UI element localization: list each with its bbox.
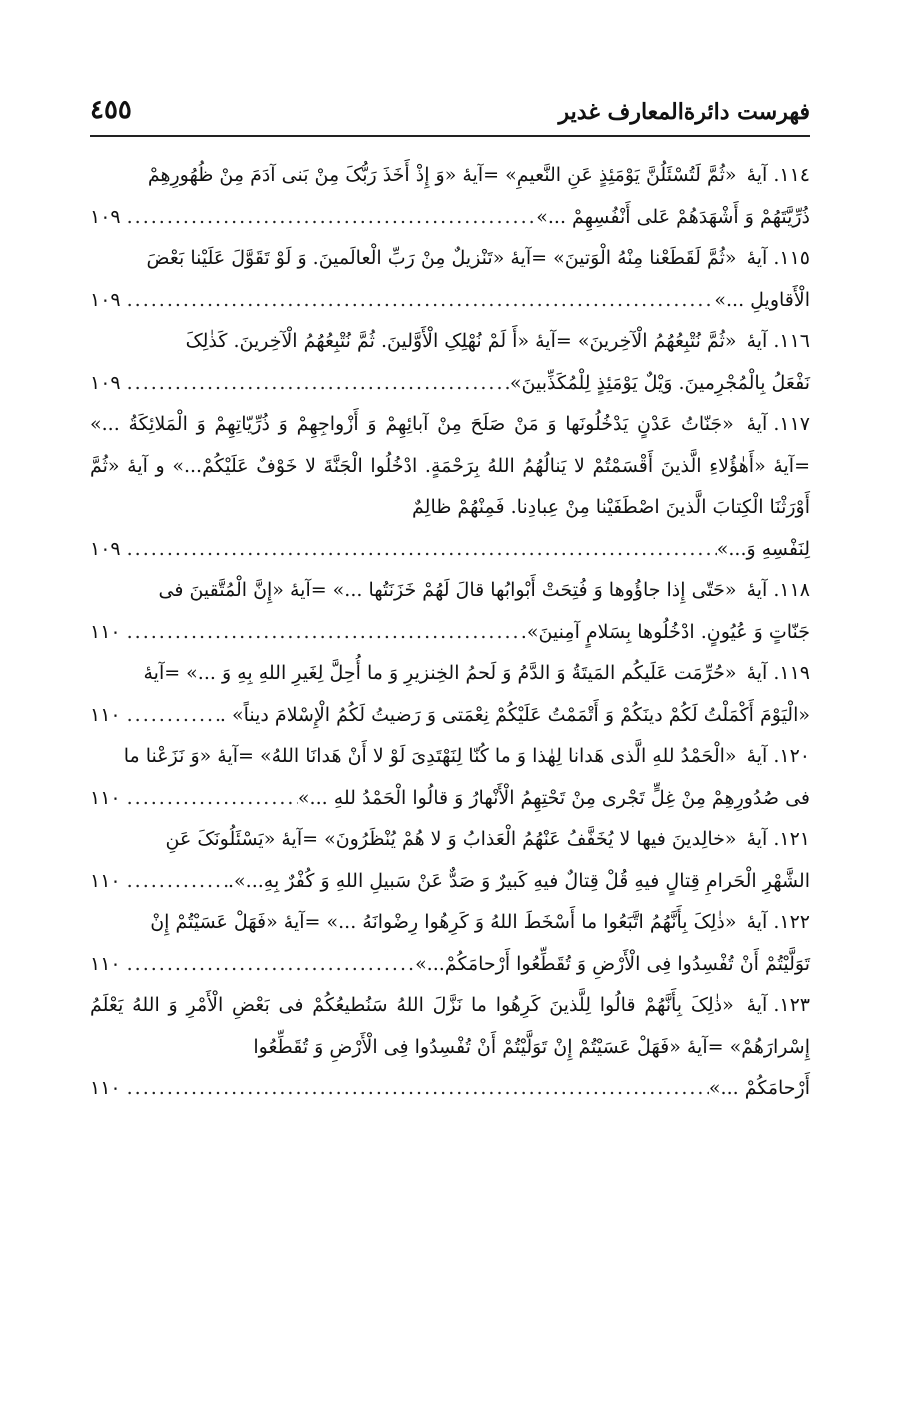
document-page [90,95,810,1110]
entry-lead: آیهٔ [746,994,768,1016]
entry-page-ref: ١١٠ [90,1077,121,1099]
entry-page-ref: ١٠٩ [90,537,121,560]
leader-dots [121,280,715,322]
entry-number: ١١٨. [773,579,810,601]
entry-tail: فی صُدُورِهِمْ مِنْ غِلٍّ تَجْری مِنْ تَحْتِهِمُ الْأَنْهارُ وَ قالُوا الْحَمْدُ للهِ ...» [297,786,810,809]
entry-tail: ذُرِّیَّتَهُمْ وَ أَشْهَدَهُمْ عَلی أَنْفُسِهِمْ ...» [536,205,810,228]
entry-body: «ذٰلِکَ بِأَنَّهُمْ قالُوا لِلَّذینَ کَرِهُوا ما نَزَّلَ اللهُ سَنُطیعُکُمْ فی بَعْضِ الْأَمْرِ وَ اللهُ یَعْلَمُ إِسْرارَهُمْ» =آیهٔ «فَهَلْ عَسَیْتُمْ إِنْ تَوَلَّیْتُمْ أَنْ تُفْسِدُوا فِی الْأَرْضِ وَ تُقَطِّعُوا [90,994,810,1058]
entry-lead: آیهٔ [746,579,768,601]
entry-body: «خالِدینَ فیها لا یُخَفَّفُ عَنْهُمُ الْعَذابُ وَ لا هُمْ یُنْظَرُونَ» =آیهٔ «یَسْئَلُونَکَ عَنِ [165,828,737,850]
entry-lead: آیهٔ [746,745,768,767]
entry-body: «ثُمَّ لَتُسْئَلُنَّ یَوْمَئِذٍ عَنِ النَّعیمِ» =آیهٔ «وَ إِذْ أَخَذَ رَبُّکَ مِنْ بَنی آدَمَ مِنْ ظُهُورِهِمْ [147,164,737,186]
index-entry-121 [90,819,810,902]
entry-page-ref: ١١٠ [90,952,121,975]
entry-number: ١١٤. [773,164,810,186]
entry-tail: أَرْحامَکُمْ ...» [708,1077,810,1099]
entry-body: «حُرِّمَت عَلَیکُم المَیتَةُ وَ الدَّمُ وَ لَحمُ الخِنزیرِ وَ ما أُحِلَّ لِغَیرِ اللهِ بِهِ وَ ...» =آیهٔ [143,662,737,684]
entry-page-ref: ١٠٩ [90,288,121,311]
index-entry-117 [90,404,810,570]
entry-number: ١١٩. [773,662,810,684]
index-entries [90,155,810,1110]
entry-lead: آیهٔ [746,662,768,684]
entry-tail: لِنَفْسِهِ وَ...» [716,537,810,560]
entry-lead: آیهٔ [746,247,768,269]
leader-dots [121,197,537,239]
leader-dots [121,778,298,820]
entry-page-ref: ١١٠ [90,703,121,726]
entry-number: ١٢٣. [773,994,810,1016]
entry-body: «جَنّاتُ عَدْنٍ یَدْخُلُونَها وَ مَنْ صَلَحَ مِنْ آبائِهِمْ وَ أَزْواجِهِمْ وَ ذُرِّیّاتِهِمْ وَ الْمَلائِکَةُ ...» =آیهٔ «أَهٰؤُلاءِ الَّذینَ أَقْسَمْتُمْ لا یَنالُهُمُ اللهُ بِرَحْمَةٍ. ادْخُلُوا الْجَنَّةَ لا خَوْفٌ عَلَیْکُمْ...» و آیهٔ «ثُمَّ أَوْرَثْنَا الْکِتابَ الَّذینَ اصْطَفَیْنا مِنْ عِبادِنا. فَمِنْهُمْ ظالِمٌ [90,413,810,518]
entry-body: «ثُمَّ نُتْبِعُهُمُ الْآخِرینَ» =آیهٔ «أَ لَمْ نُهْلِکِ الْأَوَّلینَ. ثُمَّ نُتْبِعُهُمُ الْآخِرینَ. کَذٰلِکَ [185,330,737,352]
leader-dots [121,695,220,737]
index-entry-120 [90,736,810,819]
entry-tail: نَفْعَلُ بِالْمُجْرِمینَ. وَیْلٌ یَوْمَئِذٍ لِلْمُکَذِّبینَ» [509,371,810,394]
entry-page-ref: ١١٠ [90,620,121,643]
entry-number: ١٢٢. [773,911,810,933]
entry-tail: تَوَلَّیْتُمْ أَنْ تُفْسِدُوا فِی الْأَرْضِ وَ تُقَطِّعُوا أَرْحامَکُمْ...» [415,952,810,975]
entry-lead: آیهٔ [746,911,768,933]
index-entry-122 [90,902,810,985]
entry-lead: آیهٔ [746,828,768,850]
header-title: فهرست دائرةالمعارف غدیر [558,99,810,125]
entry-number: ١٢٠. [773,745,810,767]
leader-dots [121,363,510,405]
index-entry-123 [90,985,810,1110]
leader-dots [121,612,521,654]
entry-lead: آیهٔ [746,413,768,435]
entry-number: ١٢١. [773,828,810,850]
leader-dots [121,1068,709,1110]
leader-dots [121,529,717,571]
index-entry-116 [90,321,810,404]
index-entry-118 [90,570,810,653]
leader-dots [121,861,228,903]
entry-tail: الْأَقاویلِ ...» [714,288,810,311]
entry-lead: آیهٔ [746,330,768,352]
index-entry-119 [90,653,810,736]
entry-tail: «الْیَوْمَ أَکْمَلْتُ لَکُمْ دینَکُمْ وَ أَتْمَمْتُ عَلَیْکُمْ نِعْمَتی وَ رَضیتُ لَکُمُ الْإِسْلامَ دیناً» . [219,703,810,726]
entry-number: ١١٧. [773,413,810,435]
entry-body: «ذٰلِکَ بِأَنَّهُمُ اتَّبَعُوا ما أَسْخَطَ اللهُ وَ کَرِهُوا رِضْوانَهُ ...» =آیهٔ «فَهَلْ عَسَیْتُمْ إِنْ [150,911,737,933]
entry-lead: آیهٔ [746,164,768,186]
entry-number: ١١٥. [773,247,810,269]
entry-page-ref: ١١٠ [90,869,121,892]
entry-number: ١١٦. [773,330,810,352]
entry-body: «الْحَمْدُ للهِ الَّذی هَدانا لِهٰذا وَ ما کُنّا لِنَهْتَدِیَ لَوْ لا أَنْ هَدانَا اللهُ» =آیهٔ «وَ نَزَعْنا ما [123,745,737,767]
leader-dots [121,944,415,986]
index-entry-115 [90,238,810,321]
entry-page-ref: ١٠٩ [90,205,121,228]
entry-page-ref: ١١٠ [90,786,121,809]
page-header [90,95,810,137]
index-entry-114 [90,155,810,238]
entry-body: «حَتّی إِذا جاؤُوها وَ فُتِحَتْ أَبْوابُها قالَ لَهُمْ خَزَنَتُها ...» =آیهٔ «إِنَّ الْمُتَّقینَ فی [158,579,737,601]
entry-tail: جَنّاتٍ وَ عُیُونٍ. ادْخُلُوها بِسَلامٍ آمِنینَ». [520,620,810,643]
entry-page-ref: ١٠٩ [90,371,121,394]
header-page-number: ٤٥٥ [90,95,132,125]
entry-body: «ثُمَّ لَقَطَعْنا مِنْهُ الْوَتینَ» =آیهٔ «تَنْزیلٌ مِنْ رَبِّ الْعالَمینَ. وَ لَوْ تَقَوَّلَ عَلَیْنا بَعْضَ [146,247,737,269]
entry-tail: الشَّهْرِ الْحَرامِ قِتالٍ فیهِ قُلْ قِتالٌ فیهِ کَبیرٌ وَ صَدٌّ عَنْ سَبیلِ اللهِ وَ کُفْرٌ بِهِ...». [228,869,810,892]
